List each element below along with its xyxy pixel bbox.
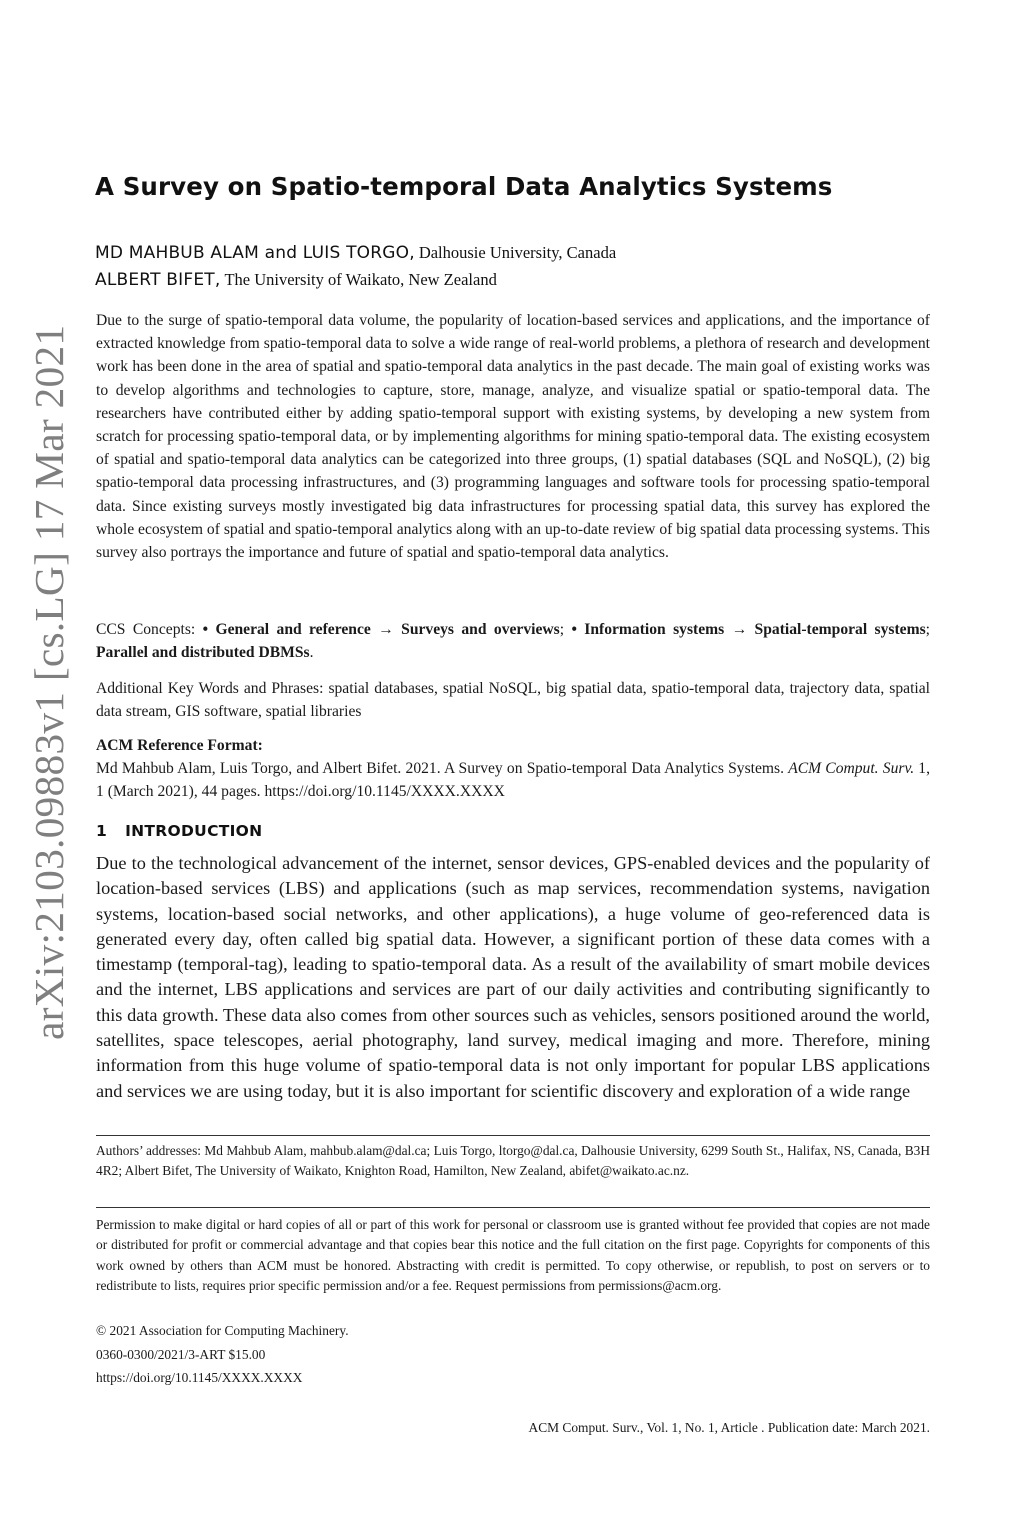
acm-reference-journal: ACM Comput. Surv.: [788, 760, 915, 778]
author-line-2: [95, 270, 935, 290]
permission-notice: Permission to make digital or hard copies of all or part of this work for personal or classroom use is granted without fee provided that copies are not made or distributed for profit or commercial advantage and that copies bear this notice and the full citation on the first page. Copyrights for components of this work owned by others than ACM must be honored. Abstracting with credit is permitted. To copy otherwise, or republish, to post on servers or to redistribute to lists, requires prior specific permission and/or a fee. Request permissions from permissions@acm.org.: [96, 1217, 930, 1293]
introduction-paragraph: Due to the technological advancement of the internet, sensor devices, GPS-enabled devices and the popularity of location-based services (LBS) and applications (such as map services, recommendation systems, navigation systems, location-based social networks, and other applications), a huge volume of geo-referenced data is generated every day, often called big spatial data. However, a significant portion of these data comes with a timestamp (temporal-tag), leading to spatio-temporal data. As a result of the availability of smart mobile devices and the internet, LBS applications and services are part of our daily activities and contributing significantly to this data growth. These data also comes from other sources such as vehicles, sensors positioned around the world, satellites, space telescopes, aerial photography, land survey, medical imaging and more. Therefore, mining information from this huge volume of spatio-temporal data is not only important for popular LBS applications and services we are using today, but it is also important for scientific discovery and exploration of a wide range: [96, 853, 930, 1101]
doi-link[interactable]: https://doi.org/10.1145/XXXX.XXXX: [96, 1370, 303, 1385]
acm-reference-details: 1, 1 (March 2021), 44 pages. https://doi.org/10.1145/XXXX.XXXX: [96, 760, 930, 801]
section-number: 1: [96, 822, 108, 840]
acm-reference-citation: Md Mahbub Alam, Luis Torgo, and Albert Bifet. 2021. A Survey on Spatio-temporal Data Analytics Systems.: [96, 760, 789, 778]
footnote-divider: [96, 1135, 930, 1136]
ccs-concept-3: Parallel and distributed DBMSs: [96, 644, 310, 662]
author-line-1: [95, 243, 935, 263]
author-names: ALBERT BIFET,: [95, 270, 221, 290]
issn-line: 0360-0300/2021/3-ART $15.00: [96, 1347, 266, 1362]
acm-reference-label: ACM Reference Format:: [96, 737, 263, 754]
permission-divider: [96, 1207, 930, 1208]
running-footer: ACM Comput. Surv., Vol. 1, No. 1, Article . Publication date: March 2021.: [528, 1420, 930, 1435]
author-names: MD MAHBUB ALAM and LUIS TORGO,: [95, 243, 415, 263]
ccs-separator: ;: [925, 621, 930, 638]
ccs-concept-2: • Information systems → Spatial-temporal systems: [571, 621, 926, 638]
keywords: Additional Key Words and Phrases: spatial databases, spatial NoSQL, big spatial data, spatio-temporal data, trajectory data, spatial data stream, GIS software, spatial libraries: [96, 680, 930, 721]
section-title: INTRODUCTION: [125, 822, 263, 840]
ccs-concepts: [96, 618, 930, 664]
arxiv-identifier-stamp: arXiv:2103.09883v1 [cs.LG] 17 Mar 2021: [26, 324, 72, 1040]
ccs-end: .: [309, 644, 314, 662]
authors-addresses-footnote: Authors’ addresses: Md Mahbub Alam, mahbub.alam@dal.ca; Luis Torgo, ltorgo@dal.ca, Dalhousie University, 6299 South St., Halifax, NS, Canada, B3H 4R2; Albert Bifet, The University of Waikato, Knighton Road, Hamilton, New Zealand, abifet@waikato.ac.nz.: [96, 1143, 930, 1179]
ccs-separator: ;: [559, 621, 572, 638]
ccs-concept-1: • General and reference → Surveys and overviews: [202, 621, 560, 638]
ccs-label: CCS Concepts:: [96, 621, 203, 638]
author-affiliation: Dalhousie University, Canada: [418, 243, 617, 262]
section-heading-introduction: [96, 822, 262, 840]
abstract: Due to the surge of spatio-temporal data volume, the popularity of location-based services and applications, and the importance of extracted knowledge from spatio-temporal data to solve a wide range of real-world problems, a plethora of research and development work has been done in the area of spatial and spatio-temporal data analytics in the past decade. The main goal of existing works was to develop algorithms and technologies to capture, store, manage, analyze, and visualize spatial or spatio-temporal data. The researchers have contributed either by adding spatio-temporal support with existing systems, by developing a new system from scratch for processing spatio-temporal data, or by implementing algorithms for mining spatio-temporal data. The existing ecosystem of spatial and spatio-temporal data analytics can be categorized into three groups, (1) spatial databases (SQL and NoSQL), (2) big spatio-temporal data processing infrastructures, and (3) programming languages and software tools for processing spatio-temporal data. Since existing surveys mostly investigated big data infrastructures for processing spatial data, this survey has explored the whole ecosystem of spatial and spatio-temporal analytics along with an up-to-date review of big spatial data processing systems. This survey also portrays the importance and future of spatial and spatio-temporal data analytics.: [96, 312, 930, 562]
acm-reference-format: [96, 734, 930, 804]
copyright-line: © 2021 Association for Computing Machinery.: [96, 1323, 349, 1338]
paper-title: A Survey on Spatio-temporal Data Analytics Systems: [95, 172, 833, 201]
author-affiliation: The University of Waikato, New Zealand: [224, 270, 497, 289]
